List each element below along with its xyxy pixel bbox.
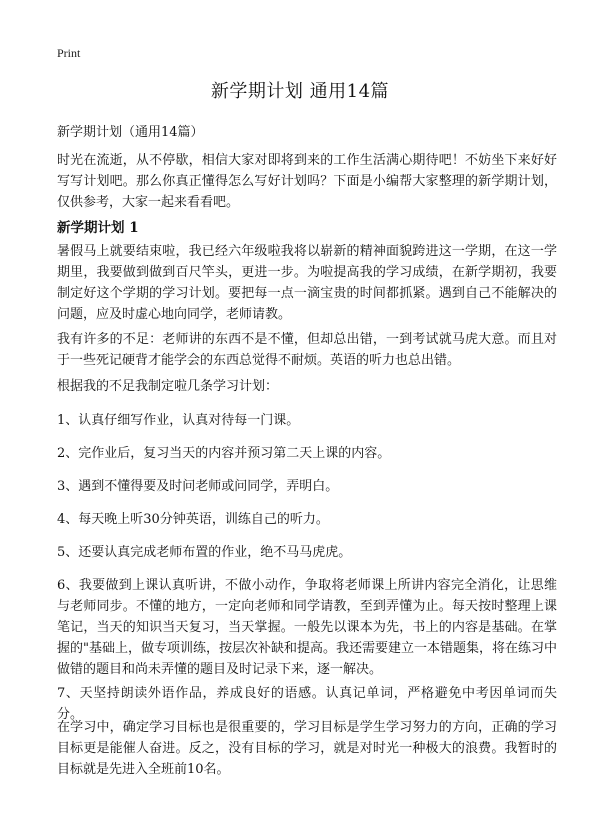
- list-item-3: 3、遇到不懂得要及时问老师或问同学，弄明白。: [57, 479, 339, 494]
- list-item-2: 2、完作业后，复习当天的内容并预习第二天上课的内容。: [57, 446, 391, 461]
- list-item-7: 7、天坚持朗读外语作品，养成良好的语感。认真记单词，严格避免中考因单词而失分。: [57, 686, 557, 722]
- closing-paragraph: 在学习中，确定学习目标也是很重要的，学习目标是学生学习努力的方向，正确的学习目标更是能催人奋进。反之，没有目标的学习，就是对时光一种极大的浪费。我暂时的目标就是先进入全班前10名。: [57, 720, 557, 777]
- document-subtitle: 新学期计划（通用14篇）: [57, 125, 204, 140]
- list-item-6: 6、我要做到上课认真听讲，不做小动作，争取将老师课上所讲内容完全消化，让思维与老师同步。不懂的地方，一定向老师和同学请教，至到弄懂为止。每天按时整理上课笔记，当天的知识当天复习，当天掌握。一般先以课本为先，书上的内容是基础。在掌握的"基础上，做专项训练，按层次补缺和提高。我还需要建立一本错题集，将在练习中做错的题目和尚未弄懂的题目及时记录下来，逐一解决。: [57, 578, 557, 677]
- paragraph-1: 暑假马上就要结束啦，我已经六年级啦我将以崭新的精神面貌跨进这一学期，在这一学期里，我要做到做到百尺竿头，更进一步。为啦提高我的学习成绩，在新学期初，我要制定好这个学期的学习计划。要把每一点一滴宝贵的时间都抓紧。遇到自己不能解决的问题，应及时虚心地向同学，老师请教。: [57, 244, 557, 322]
- list-item-4: 4、每天晚上听30分钟英语，训练自己的听力。: [57, 512, 329, 527]
- paragraph-2: 我有许多的不足：老师讲的东西不是不懂，但却总出错，一到考试就马虎大意。而且对于一些死记硬背才能学会的东西总觉得不耐烦。英语的听力也总出错。: [57, 332, 557, 368]
- paragraph-3: 根据我的不足我制定啦几条学习计划：: [57, 379, 279, 394]
- intro-paragraph: 时光在流逝，从不停歇，相信大家对即将到来的工作生活满心期待吧！不妨坐下来好好写写计划吧。那么你真正懂得怎么写好计划吗？下面是小编帮大家整理的新学期计划，仅供参考，大家一起来看看吧。: [57, 153, 557, 210]
- list-item-1: 1、认真仔细写作业，认真对待每一门课。: [57, 413, 300, 428]
- print-label[interactable]: Print: [57, 46, 81, 60]
- list-item-5: 5、还要认真完成老师布置的作业，绝不马马虎虎。: [57, 545, 352, 560]
- document-title: 新学期计划 通用14篇: [210, 81, 390, 102]
- section-heading: 新学期计划 1: [57, 220, 139, 236]
